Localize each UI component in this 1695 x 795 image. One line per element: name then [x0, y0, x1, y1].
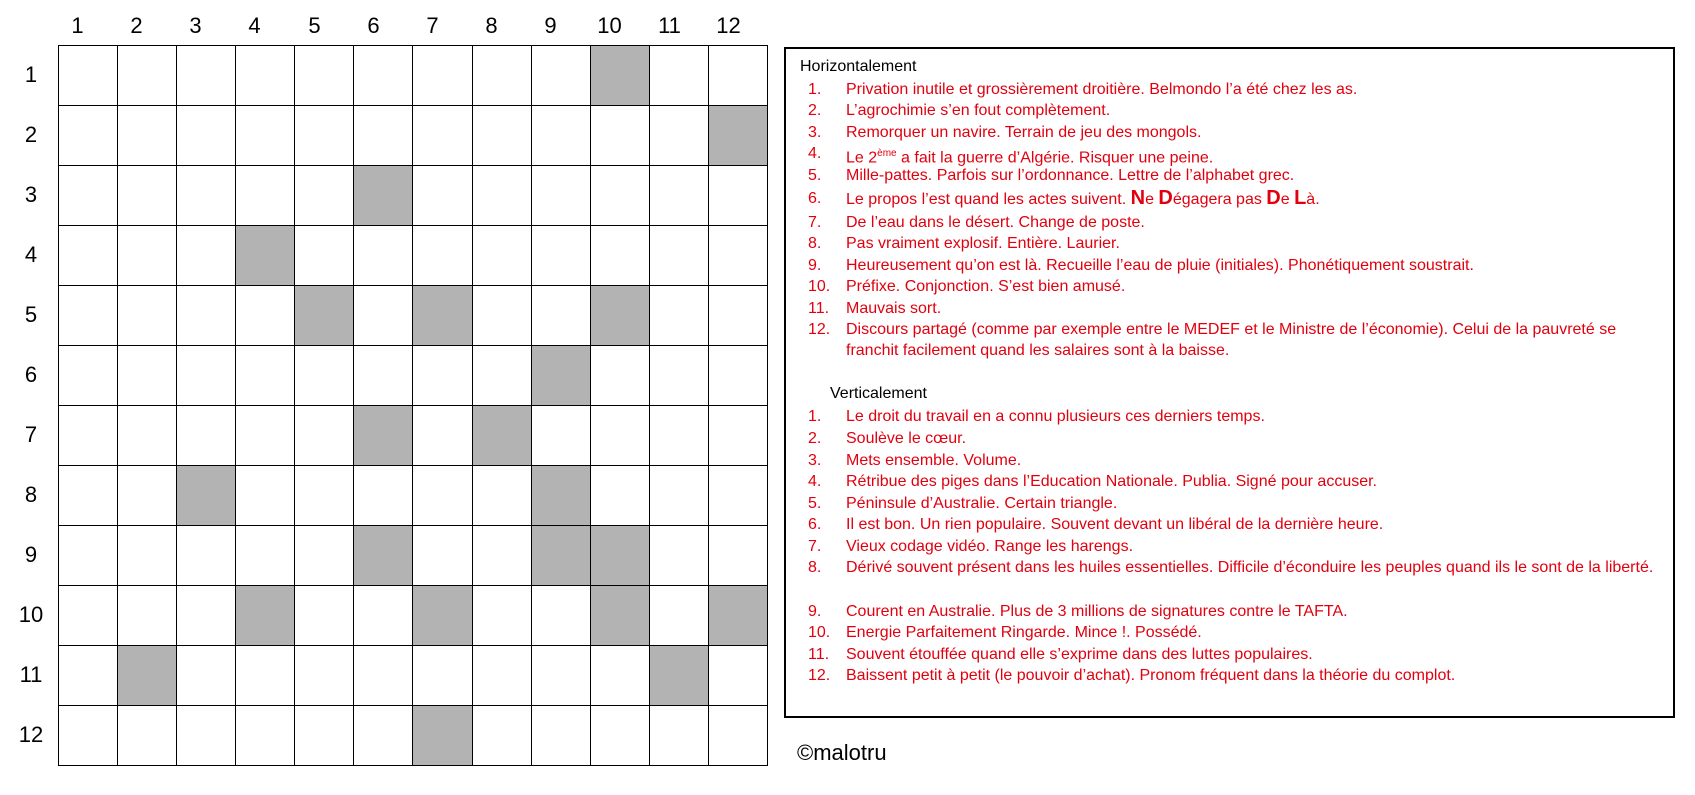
black-cell — [236, 586, 295, 646]
vertical-clue: 9. Courent en Australie. Plus de 3 millions de signatures contre le TAFTA. — [808, 603, 1348, 620]
grid-cell[interactable] — [118, 226, 177, 286]
grid-cell[interactable] — [650, 106, 709, 166]
grid-cell[interactable] — [650, 466, 709, 526]
row-number: 8 — [24, 482, 38, 507]
row-number: 10 — [18, 602, 44, 627]
black-cell — [236, 226, 295, 286]
horizontal-clue: 5. Mille-pattes. Parfois sur l’ordonnance. Lettre de l’alphabet grec. — [808, 167, 1295, 184]
grid-cell[interactable] — [591, 406, 650, 466]
grid-cell[interactable] — [591, 166, 650, 226]
grid-cell[interactable] — [473, 586, 532, 646]
grid-cell[interactable] — [354, 226, 413, 286]
grid-cell[interactable] — [295, 166, 354, 226]
grid-cell[interactable] — [473, 646, 532, 706]
grid-cell[interactable] — [709, 46, 768, 106]
grid-cell[interactable] — [59, 106, 118, 166]
column-number: 10 — [597, 13, 622, 38]
horizontal-clue: 4. Le 2ème a fait la guerre d’Algérie. Risquer une peine. — [808, 145, 1214, 167]
column-number: 11 — [658, 13, 681, 38]
grid-cell[interactable] — [59, 286, 118, 346]
horizontal-clue: 7. De l’eau dans le désert. Change de poste. — [808, 214, 1145, 231]
black-cell — [591, 286, 650, 346]
grid-cell[interactable] — [236, 526, 295, 586]
grid-cell[interactable] — [473, 526, 532, 586]
column-number: 7 — [426, 13, 439, 38]
black-cell — [591, 586, 650, 646]
grid-cell[interactable] — [236, 106, 295, 166]
horizontal-clue: 11. Mauvais sort. — [808, 300, 942, 317]
grid-cell[interactable] — [650, 46, 709, 106]
grid-cell[interactable] — [177, 106, 236, 166]
black-cell — [413, 586, 472, 646]
grid-cell[interactable] — [118, 346, 177, 406]
black-cell — [709, 106, 768, 166]
grid-cell[interactable] — [59, 646, 118, 706]
grid-cell[interactable] — [177, 646, 236, 706]
grid-cell[interactable] — [295, 46, 354, 106]
grid-cell[interactable] — [709, 286, 768, 346]
horizontal-title: Horizontalement — [800, 58, 917, 75]
grid-cell[interactable] — [413, 46, 472, 106]
grid-cell[interactable] — [59, 706, 118, 766]
grid-cell[interactable] — [532, 646, 591, 706]
grid-cell[interactable] — [177, 226, 236, 286]
grid-cell[interactable] — [118, 106, 177, 166]
grid-cell[interactable] — [177, 46, 236, 106]
grid-cell[interactable] — [413, 526, 472, 586]
grid-cell[interactable] — [354, 646, 413, 706]
grid-cell[interactable] — [709, 166, 768, 226]
grid-cell[interactable] — [118, 706, 177, 766]
grid-cell[interactable] — [59, 466, 118, 526]
grid-cell[interactable] — [413, 226, 472, 286]
grid-cell[interactable] — [473, 286, 532, 346]
grid-cell[interactable] — [118, 286, 177, 346]
column-number: 9 — [544, 13, 557, 38]
horizontal-clue: 12. Discours partagé (comme par exemple entre le MEDEF et le Ministre de l’économie). Celui de la pauvreté se franchit facilement quand les salaires sont à la baisse. — [808, 321, 1617, 359]
row-number: 11 — [19, 662, 43, 687]
grid-cell[interactable] — [650, 226, 709, 286]
grid-cell[interactable] — [295, 706, 354, 766]
black-cell — [177, 466, 236, 526]
grid-cell[interactable] — [709, 646, 768, 706]
black-cell — [591, 526, 650, 586]
horizontal-clue: 6. Le propos l’est quand les actes suivent. Ne Dégagera pas De Là. — [808, 187, 1320, 209]
horizontal-clue: 2. L’agrochimie s’en fout complètement. — [808, 102, 1111, 119]
grid-cell[interactable] — [532, 46, 591, 106]
grid-cell[interactable] — [295, 346, 354, 406]
horizontal-clue: 9. Heureusement qu’on est là. Recueille l’eau de pluie (initiales). Phonétiquement soustrait. — [808, 257, 1474, 274]
column-number: 8 — [485, 13, 498, 38]
grid-cell[interactable] — [295, 646, 354, 706]
row-number: 6 — [24, 362, 38, 387]
vertical-clue: 1. Le droit du travail en a connu plusieurs ces derniers temps. — [808, 408, 1265, 425]
black-cell — [532, 346, 591, 406]
grid-cell[interactable] — [532, 406, 591, 466]
column-number: 6 — [367, 13, 380, 38]
grid-cell[interactable] — [177, 166, 236, 226]
grid-cell[interactable] — [709, 346, 768, 406]
grid-cell[interactable] — [473, 226, 532, 286]
vertical-clue: 7. Vieux codage vidéo. Range les harengs. — [808, 538, 1134, 555]
grid-cell[interactable] — [236, 286, 295, 346]
row-number: 5 — [24, 302, 38, 327]
row-number: 12 — [18, 722, 44, 747]
grid-cell[interactable] — [413, 166, 472, 226]
black-cell — [709, 586, 768, 646]
grid-cell[interactable] — [473, 466, 532, 526]
black-cell — [473, 406, 532, 466]
grid-cell[interactable] — [354, 46, 413, 106]
grid-cell[interactable] — [118, 406, 177, 466]
black-cell — [118, 646, 177, 706]
grid-cell[interactable] — [650, 526, 709, 586]
grid-cell[interactable] — [177, 526, 236, 586]
black-cell — [295, 286, 354, 346]
grid-cell[interactable] — [177, 286, 236, 346]
grid-cell[interactable] — [709, 406, 768, 466]
copyright-text: ©malotru — [797, 740, 887, 765]
grid-cell[interactable] — [413, 106, 472, 166]
grid-cell[interactable] — [236, 166, 295, 226]
vertical-clue: 3. Mets ensemble. Volume. — [808, 452, 1022, 469]
vertical-clue: 6. Il est bon. Un rien populaire. Souvent devant un libéral de la dernière heure. — [808, 516, 1384, 533]
horizontal-clue: 1. Privation inutile et grossièrement droitière. Belmondo l’a été chez les as. — [808, 81, 1358, 98]
grid-cell[interactable] — [473, 46, 532, 106]
vertical-clue: 2. Soulève le cœur. — [808, 430, 967, 447]
black-cell — [354, 526, 413, 586]
vertical-clue: 12. Baissent petit à petit (le pouvoir d’achat). Pronom fréquent dans la théorie du complot. — [808, 667, 1456, 684]
grid-cell[interactable] — [118, 466, 177, 526]
grid-cell[interactable] — [236, 406, 295, 466]
grid-cell[interactable] — [118, 586, 177, 646]
grid-cell[interactable] — [532, 586, 591, 646]
black-cell — [532, 526, 591, 586]
grid-cell[interactable] — [709, 466, 768, 526]
grid-cell[interactable] — [177, 346, 236, 406]
grid-cell[interactable] — [177, 406, 236, 466]
grid-cell[interactable] — [473, 706, 532, 766]
grid-cell[interactable] — [591, 106, 650, 166]
grid-cell[interactable] — [709, 706, 768, 766]
column-number: 2 — [130, 13, 143, 38]
grid-cell[interactable] — [118, 166, 177, 226]
grid-cell[interactable] — [650, 586, 709, 646]
grid-cell[interactable] — [532, 166, 591, 226]
grid-cell[interactable] — [591, 226, 650, 286]
horizontal-clue: 3. Remorquer un navire. Terrain de jeu des mongols. — [808, 124, 1202, 141]
grid-cell[interactable] — [59, 166, 118, 226]
vertical-clue: 8. Dérivé souvent présent dans les huiles essentielles. Difficile d’éconduire les peuples quand ils le sont de la liberté. — [808, 559, 1654, 576]
grid-cell[interactable] — [354, 586, 413, 646]
grid-cell[interactable] — [650, 406, 709, 466]
grid-cell[interactable] — [591, 346, 650, 406]
grid-cell[interactable] — [59, 406, 118, 466]
grid-cell[interactable] — [295, 106, 354, 166]
grid-cell[interactable] — [295, 406, 354, 466]
row-number: 7 — [24, 422, 38, 447]
grid-cell[interactable] — [295, 226, 354, 286]
black-cell — [413, 706, 472, 766]
black-cell — [591, 46, 650, 106]
grid-cell[interactable] — [354, 466, 413, 526]
grid-cell[interactable] — [650, 346, 709, 406]
grid-cell[interactable] — [177, 586, 236, 646]
column-number: 12 — [716, 13, 741, 38]
grid-cell[interactable] — [473, 166, 532, 226]
grid-cell[interactable] — [532, 106, 591, 166]
grid-cell[interactable] — [591, 466, 650, 526]
grid-cell[interactable] — [473, 346, 532, 406]
grid-cell[interactable] — [236, 466, 295, 526]
grid-cell[interactable] — [236, 706, 295, 766]
grid-cell[interactable] — [532, 286, 591, 346]
row-number: 2 — [24, 122, 38, 147]
column-number: 4 — [248, 13, 261, 38]
black-cell — [532, 466, 591, 526]
grid-cell[interactable] — [236, 346, 295, 406]
grid-cell[interactable] — [59, 526, 118, 586]
row-number: 3 — [24, 182, 38, 207]
black-cell — [354, 166, 413, 226]
grid-cell[interactable] — [118, 46, 177, 106]
grid-cell[interactable] — [709, 526, 768, 586]
grid-cell[interactable] — [354, 706, 413, 766]
grid-cell[interactable] — [118, 526, 177, 586]
grid-cell[interactable] — [413, 466, 472, 526]
row-number: 1 — [24, 62, 38, 87]
horizontal-clue: 8. Pas vraiment explosif. Entière. Laurier. — [808, 235, 1120, 252]
black-cell — [354, 406, 413, 466]
vertical-clue: 4. Rétribue des piges dans l’Education Nationale. Publia. Signé pour accuser. — [808, 473, 1377, 490]
grid-cell[interactable] — [236, 46, 295, 106]
grid-cell[interactable] — [59, 46, 118, 106]
grid-cell[interactable] — [295, 526, 354, 586]
row-number: 9 — [24, 542, 38, 567]
grid-cell[interactable] — [591, 646, 650, 706]
vertical-clue: 5. Péninsule d’Australie. Certain triangle. — [808, 495, 1118, 512]
black-cell — [413, 286, 472, 346]
column-number: 1 — [71, 13, 84, 38]
grid-cell[interactable] — [354, 286, 413, 346]
grid-cell[interactable] — [354, 106, 413, 166]
vertical-clue: 11. Souvent étouffée quand elle s’exprime dans des luttes populaires. — [808, 646, 1313, 663]
grid-cell[interactable] — [532, 706, 591, 766]
vertical-title: Verticalement — [830, 385, 927, 402]
column-number: 5 — [308, 13, 321, 38]
grid-cell[interactable] — [59, 346, 118, 406]
grid-cell[interactable] — [177, 706, 236, 766]
grid-cell[interactable] — [650, 706, 709, 766]
grid-cell[interactable] — [295, 466, 354, 526]
grid-cell[interactable] — [650, 286, 709, 346]
black-cell — [650, 646, 709, 706]
grid-cell[interactable] — [59, 226, 118, 286]
grid-cell[interactable] — [532, 226, 591, 286]
vertical-clue: 10. Energie Parfaitement Ringarde. Mince !. Possédé. — [808, 624, 1202, 641]
grid-cell[interactable] — [59, 586, 118, 646]
grid-cell[interactable] — [413, 646, 472, 706]
row-number: 4 — [24, 242, 38, 267]
grid-cell[interactable] — [413, 346, 472, 406]
grid-cell[interactable] — [709, 226, 768, 286]
grid-cell[interactable] — [650, 166, 709, 226]
grid-cell[interactable] — [413, 406, 472, 466]
horizontal-clue: 10. Préfixe. Conjonction. S’est bien amusé. — [808, 278, 1126, 295]
grid-cell[interactable] — [473, 106, 532, 166]
crossword-grid — [58, 45, 768, 766]
grid-cell[interactable] — [236, 646, 295, 706]
grid-cell[interactable] — [591, 706, 650, 766]
column-number: 3 — [189, 13, 202, 38]
grid-cell[interactable] — [295, 586, 354, 646]
grid-cell[interactable] — [354, 346, 413, 406]
